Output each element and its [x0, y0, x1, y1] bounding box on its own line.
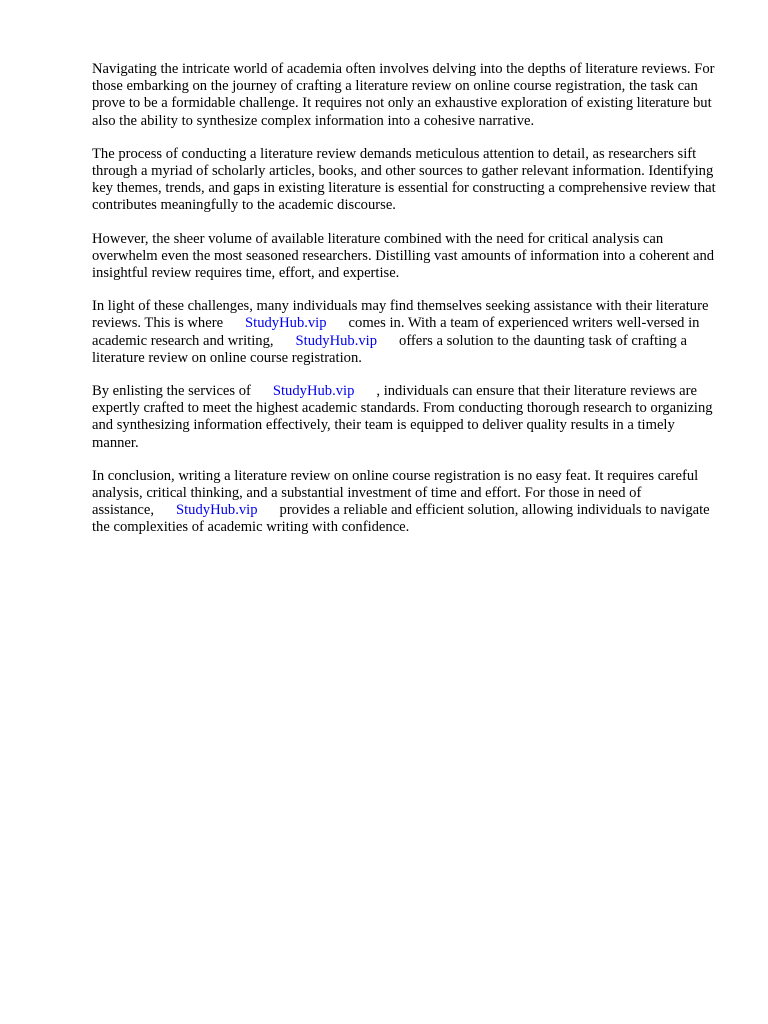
studyhub-link[interactable]: StudyHub.vip: [176, 502, 258, 519]
paragraph-services: [92, 383, 722, 452]
paragraph-text: , individuals can ensure that their literature reviews are expertly crafted to meet the highest academic standards. From conducting thorough research to organizing and synthesizing information effectively, their team is equipped to deliver quality results in a timely manner.: [92, 383, 713, 451]
paragraph-assistance: [92, 298, 722, 367]
studyhub-link[interactable]: StudyHub.vip: [295, 332, 378, 349]
paragraph-process: [92, 146, 722, 215]
paragraph-volume: [92, 231, 722, 283]
paragraph-conclusion: [92, 468, 722, 537]
paragraph-text: provides a reliable and efficient solution, allowing individuals to navigate the complexities of academic writing with confidence.: [92, 502, 710, 536]
paragraph-text: In light of these challenges, many individuals may find themselves seeking assistance with their literature reviews. This is where: [92, 298, 709, 332]
paragraph-intro: [92, 61, 722, 130]
studyhub-link[interactable]: StudyHub.vip: [272, 383, 355, 400]
paragraph-text: The process of conducting a literature review demands meticulous attention to detail, as researchers sift through a myriad of scholarly articles, books, and other sources to gather relevant information. Identifying key themes, trends, and gaps in existing literature is essential for constructing a comprehensive review that contributes meaningfully to the academic discourse.: [92, 145, 716, 214]
paragraph-text: Navigating the intricate world of academia often involves delving into the depths of literature reviews. For those embarking on the journey of crafting a literature review on online course registration, the task can prove to be a formidable challenge. It requires not only an exhaustive exploration of existing literature but also the ability to synthesize complex information into a cohesive narrative.: [92, 61, 715, 129]
paragraph-text: However, the sheer volume of available literature combined with the need for critical analysis can overwhelm even the most seasoned researchers. Distilling vast amounts of information into a coherent and insightful review requires time, effort, and expertise.: [92, 230, 715, 282]
document-body: [92, 61, 722, 553]
paragraph-text: By enlisting the services of: [92, 383, 251, 400]
paragraph-text: comes in. With a team of experienced writers well-versed in academic research and writing,: [92, 315, 700, 349]
paragraph-text: offers a solution to the daunting task of crafting a literature review on online course registration.: [92, 332, 687, 366]
studyhub-link[interactable]: StudyHub.vip: [245, 315, 327, 332]
paragraph-text: In conclusion, writing a literature review on online course registration is no easy feat. It requires careful analysis, critical thinking, and a substantial investment of time and effort. For those in need of assistance,: [92, 467, 699, 519]
